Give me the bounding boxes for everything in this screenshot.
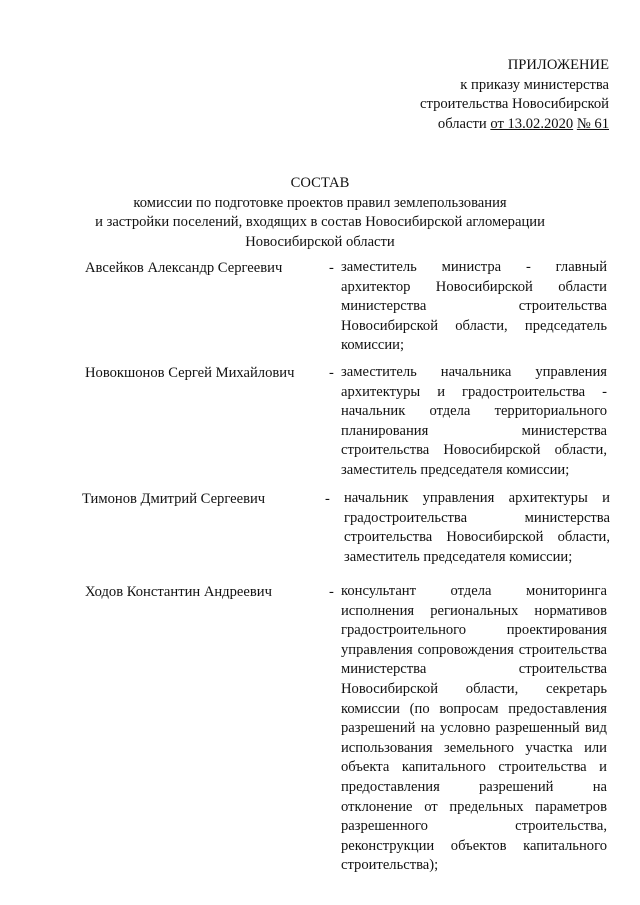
order-date: от 13.02.2020 (490, 115, 574, 132)
order-date-line (420, 115, 609, 135)
order-reference: к приказу министерства (460, 76, 609, 93)
member-dash: - (325, 491, 330, 507)
member-name: Авсейков Александр Сергеевич (85, 260, 283, 276)
title-line-3: Новосибирской области (245, 233, 395, 250)
ministry-name: строительства Новосибирской (420, 96, 609, 112)
title-line-2: и застройки поселений, входящих в состав Новосибирской агломерации (95, 214, 545, 230)
region-word: области (437, 115, 487, 132)
member-name: Ходов Константин Андреевич (85, 584, 272, 600)
order-number: № 61 (576, 115, 609, 132)
appendix-header (420, 56, 609, 134)
title-line-1: комиссии по подготовке проектов правил землепользования (133, 194, 507, 211)
member-name: Новокшонов Сергей Михайлович (85, 365, 295, 381)
member-dash: - (329, 365, 334, 381)
member-dash: - (329, 260, 334, 276)
member-role: заместитель начальника управления архитектуры и градостроительства - начальник отдела территориального планирования министерства строительства Новосибирской области, заместитель председателя комиссии; (341, 364, 607, 478)
member-role: консультант отдела мониторинга исполнения региональных нормативов градостроительного проектирования управления сопровождения строительства министерства строительства Новосибирской области, секретарь комиссии (по вопросам предоставления разрешений на условно разрешенный вид использования земельного участка или объекта капитального строительства и предоставления разрешений на отклонение от предельных параметров разрешенного строительства, реконструкции объектов капитального строительства); (341, 583, 607, 874)
member-role: начальник управления архитектуры и градостроительства министерства строительства Новосибирской области, заместитель председателя комиссии; (344, 490, 610, 565)
appendix-label: ПРИЛОЖЕНИЕ (507, 57, 609, 73)
title-heading: СОСТАВ (290, 175, 350, 191)
member-name: Тимонов Дмитрий Сергеевич (82, 491, 266, 507)
member-role: заместитель министра - главный архитектор Новосибирской области министерства строительства Новосибирской области, председатель комиссии; (341, 259, 607, 354)
document-title (0, 174, 640, 252)
member-dash: - (329, 584, 334, 600)
